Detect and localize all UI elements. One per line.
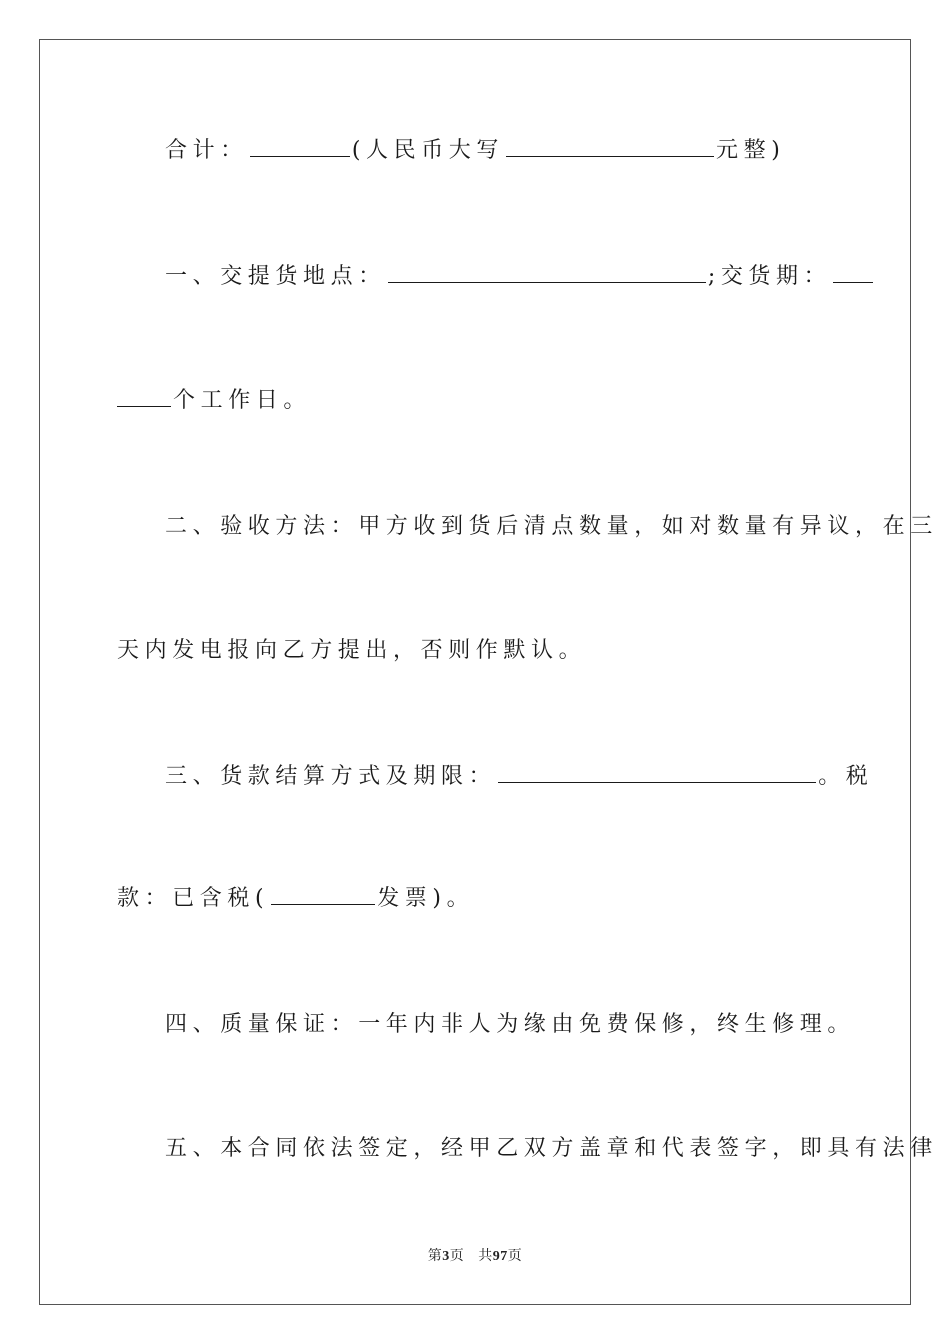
invoice-suffix: 发票)。 [377, 886, 475, 911]
delivery-period-blank-b[interactable] [117, 386, 171, 407]
clause-3-line-2 [117, 884, 837, 914]
total-suffix: 页 [507, 1248, 523, 1264]
page-frame [39, 39, 938, 1305]
clause-5-line-1: 五、本合同依法签定，经甲乙双方盖章和代表签字，即具有法律 [165, 1136, 938, 1161]
total-label: 合计： [165, 138, 248, 163]
clause-3-line-1 [165, 762, 874, 792]
total-amount-line [165, 136, 837, 166]
total-words-suffix: 元整) [716, 138, 786, 163]
page-number: 3 [442, 1249, 450, 1264]
delivery-period-label: ;交货期： [707, 264, 832, 289]
clause-4-line-1: 四、质量保证：一年内非人为缘由免费保修，终生修理。 [165, 1012, 856, 1037]
clause-1-line-2 [117, 386, 837, 416]
tax-included-prefix: 款：已含税( [117, 886, 270, 911]
payment-terms-suffix: 。税 [818, 764, 874, 789]
delivery-place-blank[interactable] [388, 262, 706, 283]
total-pages: 97 [492, 1249, 508, 1264]
working-days-suffix: 个工作日。 [173, 388, 312, 413]
total-words-open: (人民币大写 [351, 138, 504, 163]
delivery-period-blank-a[interactable] [833, 262, 873, 283]
clause-2-line-1: 二、验收方法：甲方收到货后清点数量，如对数量有异议，在三 [165, 514, 938, 539]
payment-terms-blank[interactable] [498, 762, 816, 783]
delivery-place-label: 一、交提货地点： [165, 264, 386, 289]
page-footer [0, 1246, 950, 1267]
clause-1-line-1 [165, 262, 837, 292]
total-prefix: 共 [478, 1248, 493, 1264]
total-words-blank[interactable] [506, 136, 714, 157]
page-suffix: 页 [449, 1248, 465, 1264]
page-prefix: 第 [427, 1248, 443, 1264]
clause-2-line-2: 天内发电报向乙方提出，否则作默认。 [117, 638, 587, 663]
invoice-type-blank[interactable] [271, 884, 375, 905]
total-amount-blank[interactable] [250, 136, 350, 157]
payment-terms-label: 三、货款结算方式及期限： [165, 764, 497, 789]
